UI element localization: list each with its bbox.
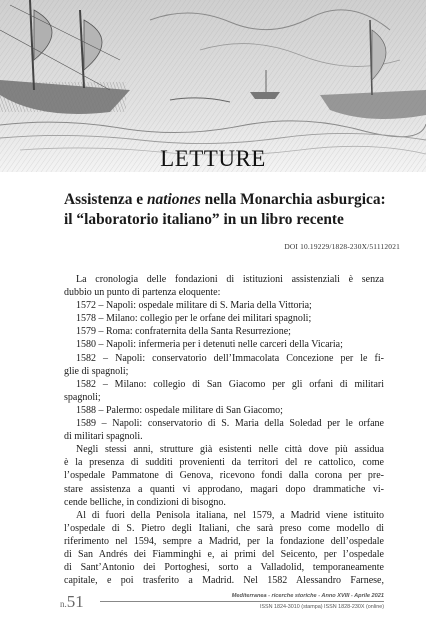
title-line-1 — [64, 190, 404, 210]
article-body — [64, 273, 384, 587]
body-line: stare assistenza a quanti vi approdano, magari dopo drammatiche vi- — [64, 483, 384, 495]
title-text: nella Monarchia asburgica: — [200, 191, 386, 208]
body-line: La cronologia delle fondazioni di istituzioni assistenziali è senza — [76, 274, 384, 285]
body-line: 1579 – Roma: confraternita della Santa Resurrezione; — [76, 326, 291, 338]
body-line: di Sant’Antonio dei Portoghesi, sorto a Valladolid, temporaneamente — [64, 562, 384, 574]
body-line: spagnoli; — [64, 391, 101, 403]
body-line: 1578 – Milano: collegio per le orfane dei militari spagnoli; — [76, 313, 312, 325]
body-line: cende belliche, in condizioni di bisogno. — [64, 496, 226, 508]
section-title: LETTURE — [160, 146, 266, 171]
body-line: 1582 – Napoli: conservatorio dell’Immacolata Concezione per le fi- — [76, 352, 384, 364]
body-line: l’ospedale di S. Pietro degli Italiani, che sarà preso come modello di — [64, 522, 384, 534]
article-title — [64, 190, 404, 230]
page-number-value: 51 — [66, 592, 84, 611]
body-line: dubbio un punto di partenza eloquente: — [64, 287, 221, 299]
body-line: riferimento nel 1594, sempre a Madrid, per la fondazione dell’ospedale — [64, 535, 384, 547]
body-line: 1572 – Napoli: ospedale militare di S. Maria della Vittoria; — [76, 300, 312, 312]
title-text: Assistenza e — [64, 191, 147, 208]
doi-label: DOI 10.19229/1828-230X/51112021 — [284, 242, 400, 251]
body-line: 1588 – Palermo: ospedale militare di San Giacomo; — [76, 404, 283, 416]
title-line-2: il “laboratorio italiano” in un libro recente — [64, 211, 344, 228]
page-number — [60, 592, 84, 612]
footer-divider — [100, 601, 384, 602]
body-line: è la presenza di sudditi provenienti da territori del re cattolico, come — [64, 457, 384, 469]
page-prefix: n. — [60, 599, 67, 609]
body-line: Al di fuori della Penisola italiana, nel 1579, a Madrid viene istituito — [76, 509, 384, 521]
body-line: 1580 – Napoli: infermeria per i detenuti nelle carceri della Vicaria; — [76, 339, 343, 351]
body-line: glie di spagnoli; — [64, 365, 129, 377]
journal-citation: Mediterranea - ricerche storiche - Anno XVIII - Aprile 2021 — [231, 593, 384, 599]
body-line: capitale, e poi trasferito a Madrid. Nel 1582 Alessandro Farnese, — [64, 575, 384, 587]
body-line: l’ospedale Pammatone di Genova, ricevono fondi dalla corona per pre- — [64, 470, 384, 482]
body-line: 1589 – Napoli: conservatorio di S. Maria della Soledad per le orfane — [76, 418, 384, 430]
title-italic: nationes — [146, 191, 201, 208]
header-engraving — [0, 0, 426, 172]
body-line: Negli stessi anni, strutture già esistenti nelle città dove più assidua — [76, 444, 384, 456]
body-line: di militari spagnoli. — [64, 431, 143, 443]
body-line: di San Andrés dei Fiamminghi e, ai primi del Seicento, per l’ospedale — [64, 548, 384, 560]
issn-label: ISSN 1824-3010 (stampa) ISSN 1828-230X (online) — [259, 604, 384, 610]
body-line: 1582 – Milano: collegio di San Giacomo per gli orfani di militari — [76, 378, 384, 390]
